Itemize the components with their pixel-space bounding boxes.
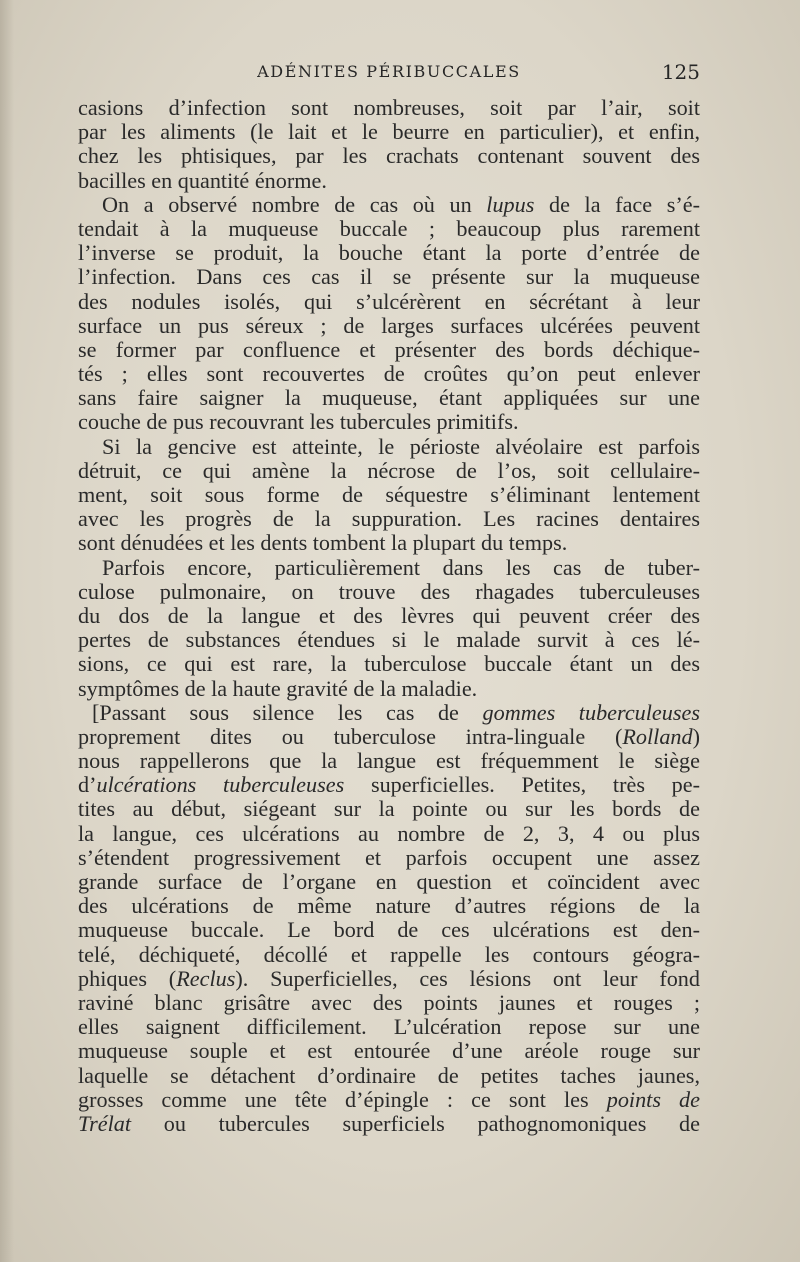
text-line xyxy=(78,507,700,531)
text-line xyxy=(78,193,700,217)
text-line xyxy=(78,483,700,507)
text-line xyxy=(78,410,700,434)
text-line xyxy=(78,773,700,797)
text-line xyxy=(78,96,700,120)
text-line xyxy=(78,435,700,459)
text-segment: tés ; elles sont recouvertes de croûtes qu’on peut enlever xyxy=(78,361,700,387)
text-segment: des nodules isolés, qui s’ulcérèrent en sécrétant à leur xyxy=(78,288,700,314)
text-segment: elles saignent difficilement. L’ulcération repose sur une xyxy=(78,1014,700,1040)
text-line xyxy=(78,580,700,604)
text-segment: des ulcérations de même nature d’autres régions de la xyxy=(78,893,700,919)
text-segment: casions d’infection sont nombreuses, soit par l’air, soit xyxy=(78,95,700,120)
text-line xyxy=(78,701,700,725)
text-segment: telé, déchiqueté, décollé et rappelle les contours géogra- xyxy=(78,941,700,967)
text-segment: surface un pus séreux ; de larges surfaces ulcérées peuvent xyxy=(78,312,700,338)
text-line xyxy=(78,556,700,580)
text-segment: de la face s’é- xyxy=(534,191,700,217)
text-line xyxy=(78,628,700,652)
text-segment: ment, soit sous forme de séquestre s’éliminant lentement xyxy=(78,482,700,507)
text-segment: pertes de substances étendues si le malade survit à ces lé- xyxy=(78,627,700,653)
text-segment: s’étendent progressivement et parfois occupent une assez xyxy=(78,844,700,870)
text-line xyxy=(78,749,700,773)
text-segment: nous rappellerons que la langue est fréquemment le siège xyxy=(78,748,700,774)
italic-text: Trélat xyxy=(78,1110,132,1136)
text-segment: muqueuse souple et est entourée d’une aréole rouge sur xyxy=(78,1038,700,1064)
text-segment: laquelle se détachent d’ordinaire de petites taches jaunes, xyxy=(78,1062,700,1088)
text-line xyxy=(78,290,700,314)
text-line xyxy=(78,1039,700,1063)
text-line xyxy=(78,822,700,846)
text-segment: symptômes de la haute gravité de la maladie. xyxy=(78,675,478,701)
text-line xyxy=(78,531,700,555)
text-segment: tites au début, siégeant sur la pointe ou sur les bords de xyxy=(78,796,700,822)
text-line xyxy=(78,846,700,870)
text-segment: proprement dites ou tuberculose intra-linguale ( xyxy=(78,723,623,749)
text-line xyxy=(78,241,700,265)
text-line xyxy=(78,1088,700,1112)
text-segment: ) xyxy=(692,723,700,749)
text-segment: détruit, ce qui amène la nécrose de l’os, soit cellulaire- xyxy=(78,457,700,483)
italic-text: gommes tuberculeuses xyxy=(482,699,700,725)
text-segment: ou tubercules superficiels pathognomoniques de xyxy=(131,1110,700,1136)
text-line xyxy=(78,459,700,483)
running-head xyxy=(78,60,700,86)
italic-text: Rolland xyxy=(622,723,693,749)
text-segment: chez les phtisiques, par les crachats contenant souvent des xyxy=(78,143,700,169)
text-line xyxy=(78,217,700,241)
italic-text: Reclus xyxy=(176,965,236,991)
text-segment: du dos de la langue et des lèvres qui peuvent créer des xyxy=(78,602,700,628)
text-segment: Parfois encore, particulièrement dans les cas de tuber- xyxy=(102,554,700,580)
text-line xyxy=(78,386,700,410)
page-spine-shadow xyxy=(0,0,14,1262)
text-line xyxy=(78,797,700,821)
text-segment: muqueuse buccale. Le bord de ces ulcérations est den- xyxy=(78,917,700,943)
text-segment: la langue, ces ulcérations au nombre de 2, 3, 4 ou plus xyxy=(78,820,700,846)
text-line xyxy=(78,338,700,362)
text-segment: grosses comme une tête d’épingle : ce sont les xyxy=(78,1086,607,1112)
text-segment: sions, ce qui est rare, la tuberculose buccale étant un des xyxy=(78,651,700,677)
text-line xyxy=(78,265,700,289)
text-line xyxy=(78,604,700,628)
text-line xyxy=(78,677,700,701)
text-segment: phiques ( xyxy=(78,965,177,991)
text-segment: avec les progrès de la suppuration. Les racines dentaires xyxy=(78,506,700,532)
running-title: ADÉNITES PÉRIBUCCALES xyxy=(257,62,521,81)
text-segment: [Passant sous silence les cas de xyxy=(92,699,483,725)
text-line xyxy=(78,362,700,386)
text-segment: couche de pus recouvrant les tubercules primitifs. xyxy=(78,409,519,435)
text-line xyxy=(78,991,700,1015)
text-segment: On a observé nombre de cas où un xyxy=(102,191,487,217)
body-text xyxy=(78,96,700,1136)
text-line xyxy=(78,967,700,991)
text-line xyxy=(78,1064,700,1088)
text-segment: l’inverse se produit, la bouche étant la porte d’entrée de xyxy=(78,240,700,266)
text-line xyxy=(78,144,700,168)
text-line xyxy=(78,894,700,918)
text-segment: grande surface de l’organe en question et coïncident avec xyxy=(78,869,700,894)
text-segment: sont dénudées et les dents tombent la plupart du temps. xyxy=(78,530,568,556)
text-line xyxy=(78,1015,700,1039)
text-line xyxy=(78,1112,700,1136)
text-line xyxy=(78,652,700,676)
italic-text: lupus xyxy=(486,191,535,217)
italic-text: ulcérations tuberculeuses xyxy=(96,772,345,798)
italic-text: points de xyxy=(606,1086,701,1112)
text-segment: culose pulmonaire, on trouve des rhagades tuberculeuses xyxy=(78,578,700,604)
text-segment: tendait à la muqueuse buccale ; beaucoup plus rarement xyxy=(78,215,700,241)
text-line xyxy=(78,943,700,967)
text-line xyxy=(78,314,700,338)
text-segment: ). Superficielles, ces lésions ont leur fond xyxy=(235,965,700,991)
text-segment: raviné blanc grisâtre avec des points jaunes et rouges ; xyxy=(78,989,700,1015)
text-line xyxy=(78,725,700,749)
text-segment: se former par confluence et présenter des bords déchique- xyxy=(78,336,700,362)
text-line xyxy=(78,120,700,144)
text-segment: par les aliments (le lait et le beurre en particulier), et enfin, xyxy=(78,119,700,145)
text-segment: superficielles. Petites, très pe- xyxy=(344,772,700,798)
text-line xyxy=(78,169,700,193)
text-line xyxy=(78,918,700,942)
text-segment: l’infection. Dans ces cas il se présente sur la muqueuse xyxy=(78,264,700,290)
text-segment: sans faire saigner la muqueuse, étant appliquées sur une xyxy=(78,385,700,411)
text-line xyxy=(78,870,700,894)
text-segment: d’ xyxy=(78,772,97,798)
page-number: 125 xyxy=(661,60,700,84)
text-segment: Si la gencive est atteinte, le périoste alvéolaire est parfois xyxy=(102,433,700,459)
text-segment: bacilles en quantité énorme. xyxy=(78,167,327,193)
